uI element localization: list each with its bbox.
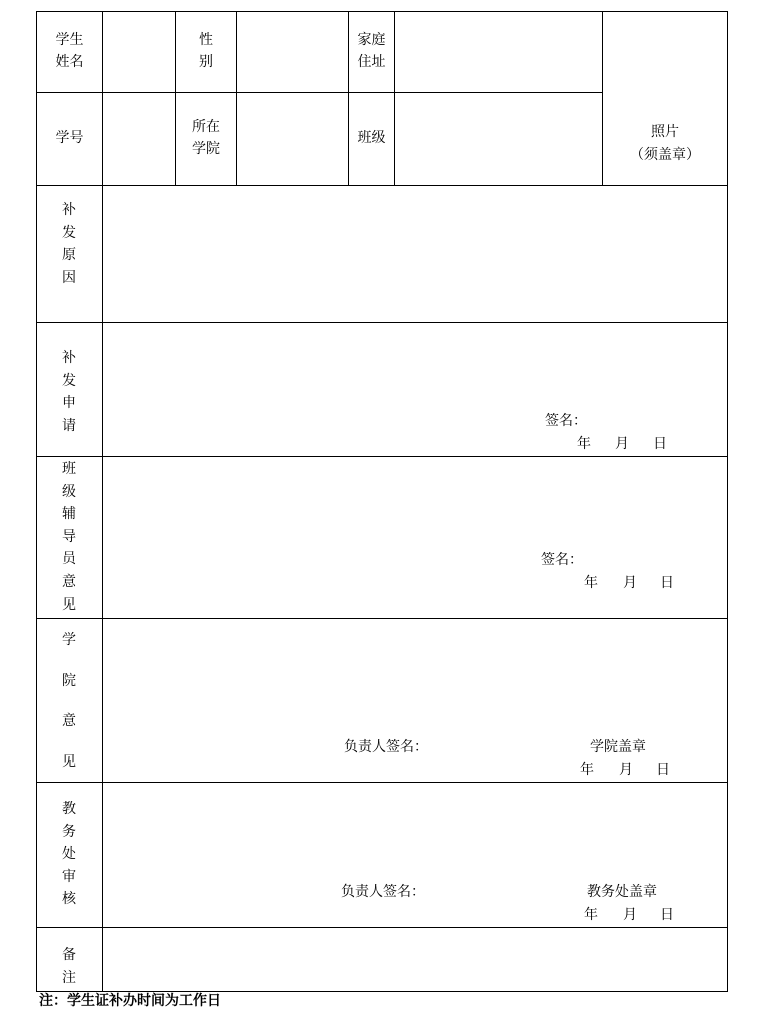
date-month: 月: [619, 762, 633, 778]
photo-stamp-note: （ 须盖章 ）: [603, 144, 727, 166]
label-column-divider: [102, 11, 103, 992]
date-day: 日: [656, 762, 670, 778]
date-month: 月: [623, 907, 637, 923]
academic-head-signature-label: 负责人签名：: [341, 884, 425, 900]
student-name-label: 学生 姓名: [55, 32, 84, 70]
row-divider: [36, 782, 728, 783]
row-divider: [36, 322, 728, 323]
college-head-signature-label: 负责人签名：: [344, 739, 428, 755]
college-stamp-label: 学院盖章: [590, 739, 646, 755]
date-month: 月: [615, 436, 629, 452]
remarks-label: 备 注: [62, 947, 76, 986]
row-divider: [36, 618, 728, 619]
college-opinion-label: 学 院 意 见: [62, 632, 76, 770]
academic-stamp-label: 教务处盖章: [587, 884, 657, 900]
photo-label: 照片: [651, 124, 679, 140]
date-year: 年: [584, 575, 598, 591]
date-month: 月: [623, 575, 637, 591]
academic-affairs-review-label: 教 务 处 审 核: [62, 801, 76, 908]
row-divider: [36, 92, 603, 93]
table-border-right: [727, 11, 728, 992]
student-id-label: 学号: [55, 130, 84, 146]
date-day: 日: [653, 436, 667, 452]
counselor-opinion-label: 班 级 辅 导 员 意 见: [62, 461, 76, 613]
reissue-reason-label: 补 发 原 因: [62, 202, 76, 286]
row-divider: [36, 927, 728, 928]
header-divider: [394, 11, 395, 186]
row-divider: [36, 456, 728, 457]
counselor-signature-label: 签名：: [541, 552, 583, 568]
reissue-application-label: 补 发 申 请: [62, 350, 76, 434]
home-address-label: 家庭 住址: [357, 32, 386, 70]
date-year: 年: [584, 907, 598, 923]
applicant-signature-label: 签名：: [545, 413, 587, 429]
date-day: 日: [660, 575, 674, 591]
footnote: 注：学生证补办时间为工作日: [39, 993, 221, 1009]
date-year: 年: [580, 762, 594, 778]
table-border-top: [36, 11, 728, 12]
date-day: 日: [660, 907, 674, 923]
date-year: 年: [577, 436, 591, 452]
row-divider: [36, 185, 728, 186]
table-border-left: [36, 11, 37, 992]
class-label: 班级: [357, 130, 386, 146]
header-divider: [236, 11, 237, 186]
college-label: 所在 学院: [192, 119, 220, 157]
gender-label: 性 别: [199, 32, 213, 70]
